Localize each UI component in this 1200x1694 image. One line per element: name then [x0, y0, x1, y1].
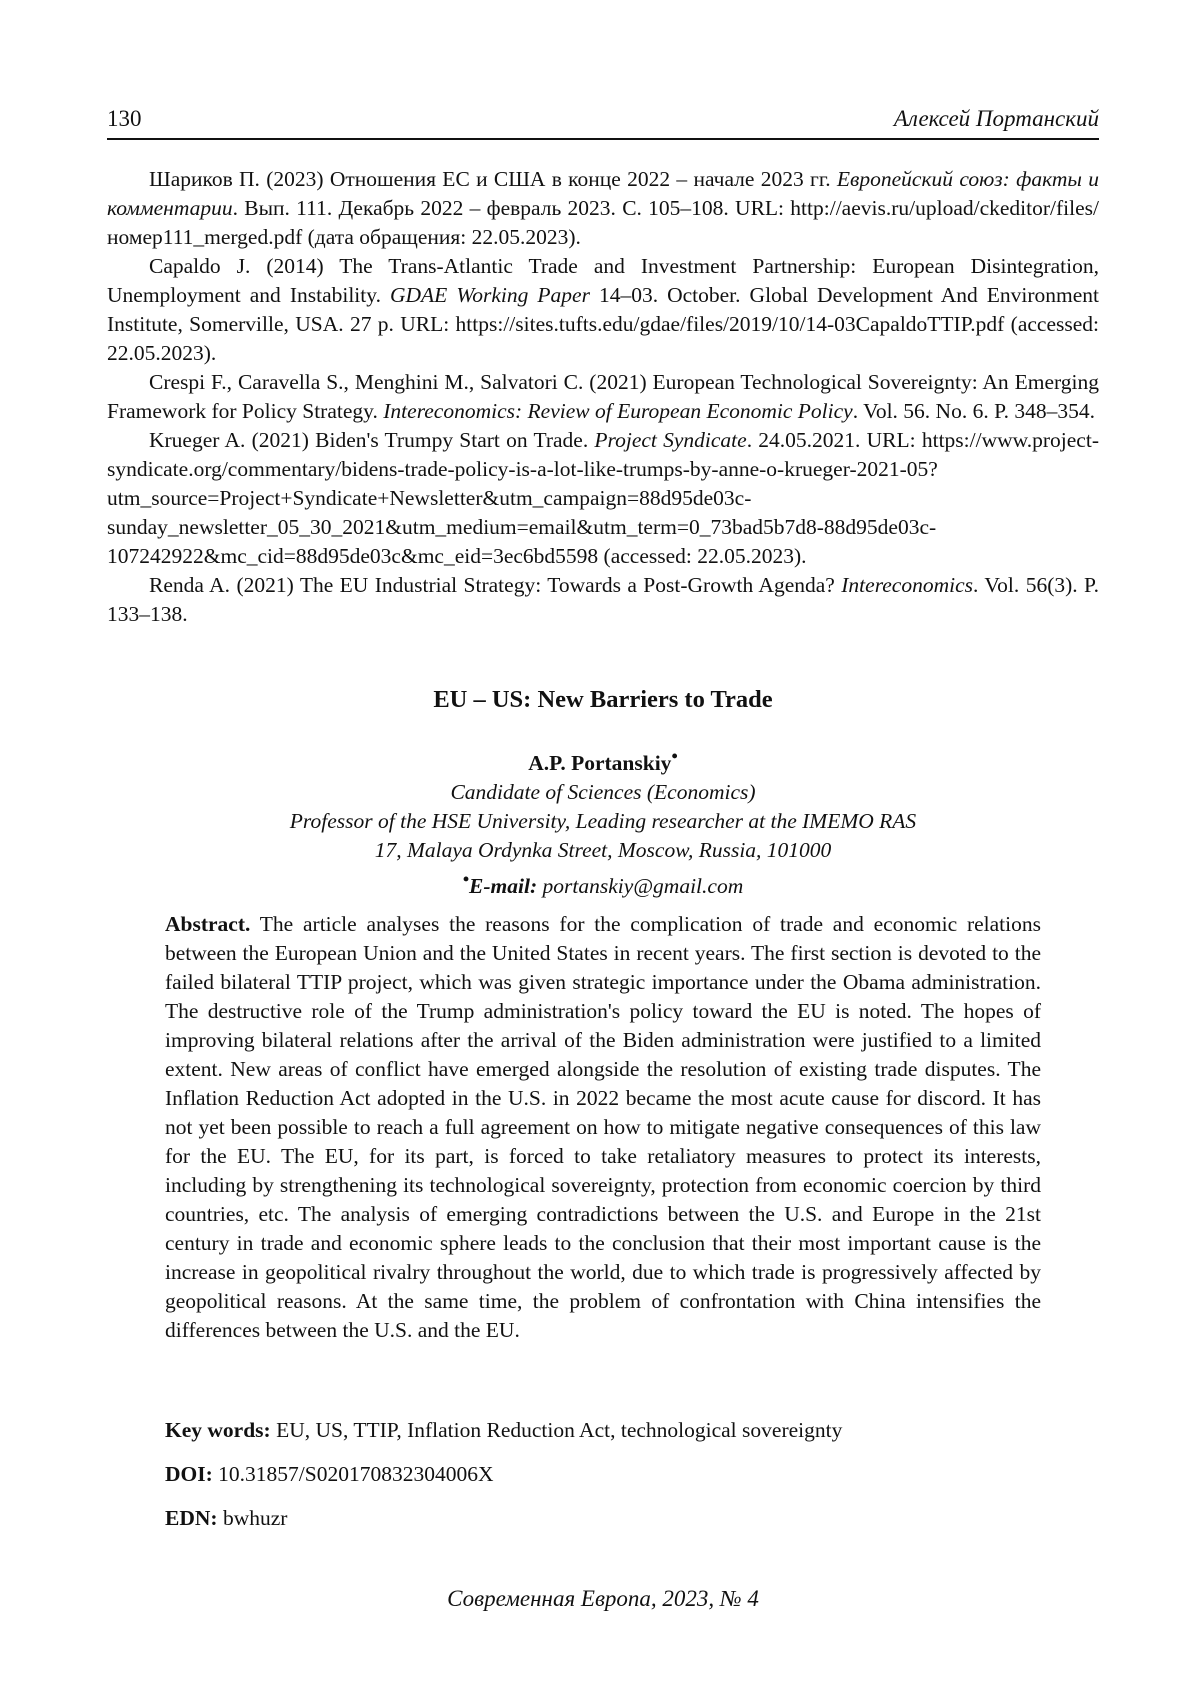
edn-value: bwhuzr	[217, 1506, 288, 1530]
reference-list	[107, 165, 1099, 629]
doi-value: 10.31857/S020170832304006X	[212, 1462, 494, 1486]
edn	[165, 1504, 1041, 1533]
abstract-label: Abstract.	[165, 912, 251, 936]
keywords	[165, 1416, 1041, 1445]
keywords-label: Key words:	[165, 1418, 271, 1442]
running-head	[107, 104, 1099, 140]
journal-footer: Современная Европа, 2023, № 4	[447, 1586, 759, 1611]
author-degree: Candidate of Sciences (Economics)	[450, 780, 756, 805]
abstract-text: The article analyses the reasons for the complication of trade and economic relations between the European Union and the United States in recent years. The first section is devoted to the failed bilateral TTIP project, which was given strategic importance under the Obama administration. The destructive role of the Trump administration's policy toward the EU is noted. The hopes of improving bilateral relations after the arrival of the Biden administration were justified to a limited extent. New areas of conflict have emerged alongside the resolution of existing trade disputes. The Inflation Reduction Act adopted in the U.S. in 2022 became the most acute cause for discord. It has not yet been possible to reach a full agreement on how to mitigate negative consequences of this law for the EU. The EU, for its part, is forced to take retaliatory measures to protect its interests, including by strengthening its technological sovereignty, protection from economic coercion by third countries, etc. The analysis of emerging contradictions between the U.S. and Europe in the 21st century in trade and economic sphere leads to the conclusion that their most important cause is the increase in geopolitical rivalry throughout the world, due to which trade is progressively affected by geopolitical reasons. At the same time, the problem of confrontation with China intensifies the differences between the U.S. and the EU.	[165, 912, 1041, 1342]
reference-item: Шариков П. (2023) Отношения ЕС и США в конце 2022 – начале 2023 гг. Европейский союз: факты и комментарии. Вып. 111. Декабрь 2022 – февраль 2023. С. 105–108. URL: http://aevis.ru/upload/ckeditor/files/номер111_merged.pdf (дата обращения: 22.05.2023).	[107, 167, 1099, 249]
keywords-text: EU, US, TTIP, Inflation Reduction Act, technological sovereignty	[270, 1418, 843, 1442]
author-position: Professor of the HSE University, Leading researcher at the IMEMO RAS	[289, 809, 917, 834]
doi	[165, 1460, 1041, 1489]
running-author: Алексей Портанский	[893, 106, 1099, 131]
abstract	[165, 910, 1041, 1345]
author-email[interactable]: portanskiy@gmail.com	[542, 874, 744, 899]
reference-item: Capaldo J. (2014) The Trans-Atlantic Trade and Investment Partnership: European Disintegration, Unemployment and Instability. GDAE Working Paper 14–03. October. Global Development And Environment Institute, Somerville, USA. 27 p. URL: https://sites.tufts.edu/gdae/files/2019/10/14-03CapaldoTTIP.pdf (accessed: 22.05.2023).	[107, 254, 1100, 365]
reference-item: Crespi F., Caravella S., Menghini M., Salvatori C. (2021) European Technological Sovereignty: An Emerging Framework for Policy Strategy. Intereconomics: Review of European Economic Policy. Vol. 56. No. 6. P. 348–354.	[107, 370, 1099, 423]
email-label: E-mail:	[469, 874, 538, 899]
author-address: 17, Malaya Ordynka Street, Moscow, Russia, 101000	[374, 838, 832, 863]
article-title: EU – US: New Barriers to Trade	[433, 686, 773, 713]
reference-item: Renda A. (2021) The EU Industrial Strategy: Towards a Post-Growth Agenda? Intereconomics. Vol. 56(3). P. 133–138.	[107, 573, 1099, 626]
author-name: A.P. Portanskiy•	[528, 746, 678, 776]
author-footnote-mark: •	[671, 746, 678, 766]
reference-item: Krueger A. (2021) Biden's Trumpy Start on Trade. Project Syndicate. 24.05.2021. URL: https://www.project-syndicate.org/commentary/bidens-trade-policy-is-a-lot-like-trumps-by-anne-o-krueger-2021-05?utm_source=Project+Syndicate+Newsletter&utm_campaign=88d95de03c-sunday_newsletter_05_30_2021&utm_medium=email&utm_term=0_73bad5b7d8-88d95de03c-107242922&mc_cid=88d95de03c&mc_eid=3ec6bd5598 (accessed: 22.05.2023).	[107, 428, 1099, 568]
author-email-line: •E-mail: portanskiy@gmail.com	[462, 869, 744, 899]
author-block	[107, 742, 1099, 901]
page-number: 130	[107, 106, 142, 131]
doi-label: DOI:	[165, 1462, 213, 1486]
edn-label: EDN:	[165, 1506, 218, 1530]
